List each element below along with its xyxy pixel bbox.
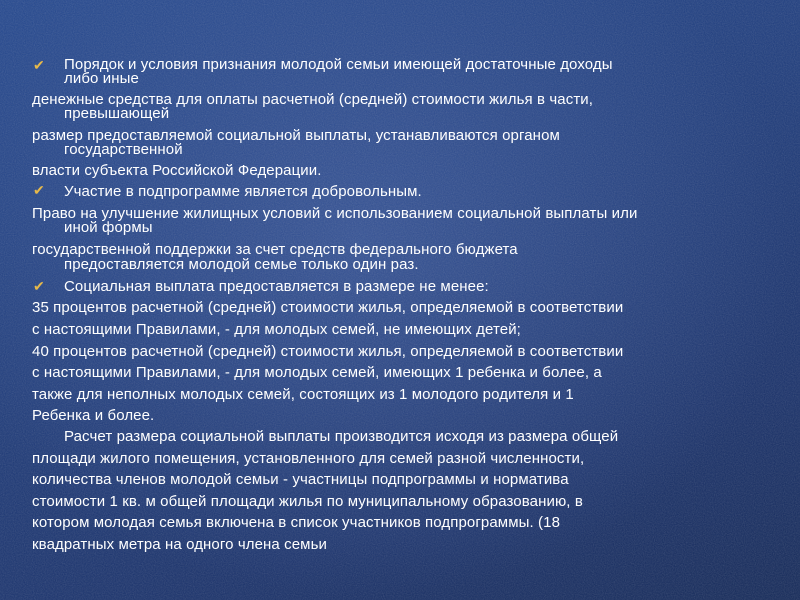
check-icon: ✔ — [33, 57, 45, 73]
text-line: с настоящими Правилами, - для молодых семей, имеющих 1 ребенка и более, а — [32, 364, 602, 381]
check-icon: ✔ — [33, 182, 45, 198]
text-line: либо иные — [64, 70, 139, 87]
text-line: 35 процентов расчетной (средней) стоимости жилья, определяемой в соответствии — [32, 299, 624, 316]
text-line: Расчет размера социальной выплаты производится исходя из размера общей — [64, 428, 619, 445]
text-line: также для неполных молодых семей, состоящих из 1 молодого родителя и 1 — [32, 386, 574, 403]
text-line: Социальная выплата предоставляется в размере не менее: — [64, 278, 489, 295]
text-line: котором молодая семья включена в список участников подпрограммы. (18 — [32, 514, 561, 531]
text-line: стоимости 1 кв. м общей площади жилья по муниципальному образованию, в — [32, 493, 583, 510]
text-line: превышающей — [64, 105, 170, 122]
text-line: Ребенка и более. — [32, 407, 155, 424]
text-line: Порядок и условия признания молодой семьи имеющей достаточные доходы — [64, 56, 613, 73]
check-icon: ✔ — [33, 278, 45, 294]
text-line: квадратных метра на одного члена семьи — [32, 536, 327, 553]
text-line: Участие в подпрограмме является добровольным. — [64, 183, 422, 200]
text-line: с настоящими Правилами, - для молодых семей, не имеющих детей; — [32, 321, 521, 338]
text-line: государственной поддержки за счет средств федерального бюджета — [32, 241, 518, 258]
text-line: площади жилого помещения, установленного для семей разной численности, — [32, 450, 585, 467]
text-line: государственной — [64, 141, 183, 158]
text-line: 40 процентов расчетной (средней) стоимости жилья, определяемой в соответствии — [32, 343, 624, 360]
text-line: Право на улучшение жилищных условий с использованием социальной выплаты или — [32, 205, 638, 222]
text-line: количества членов молодой семьи - участницы подпрограммы и норматива — [32, 471, 569, 488]
text-line: предоставляется молодой семье только один раз. — [64, 256, 419, 273]
text-line: власти субъекта Российской Федерации. — [32, 162, 322, 179]
text-line: денежные средства для оплаты расчетной (средней) стоимости жилья в части, — [32, 91, 594, 108]
text-line: размер предоставляемой социальной выплаты, устанавливаются органом — [32, 127, 560, 144]
text-line: иной формы — [64, 219, 153, 236]
